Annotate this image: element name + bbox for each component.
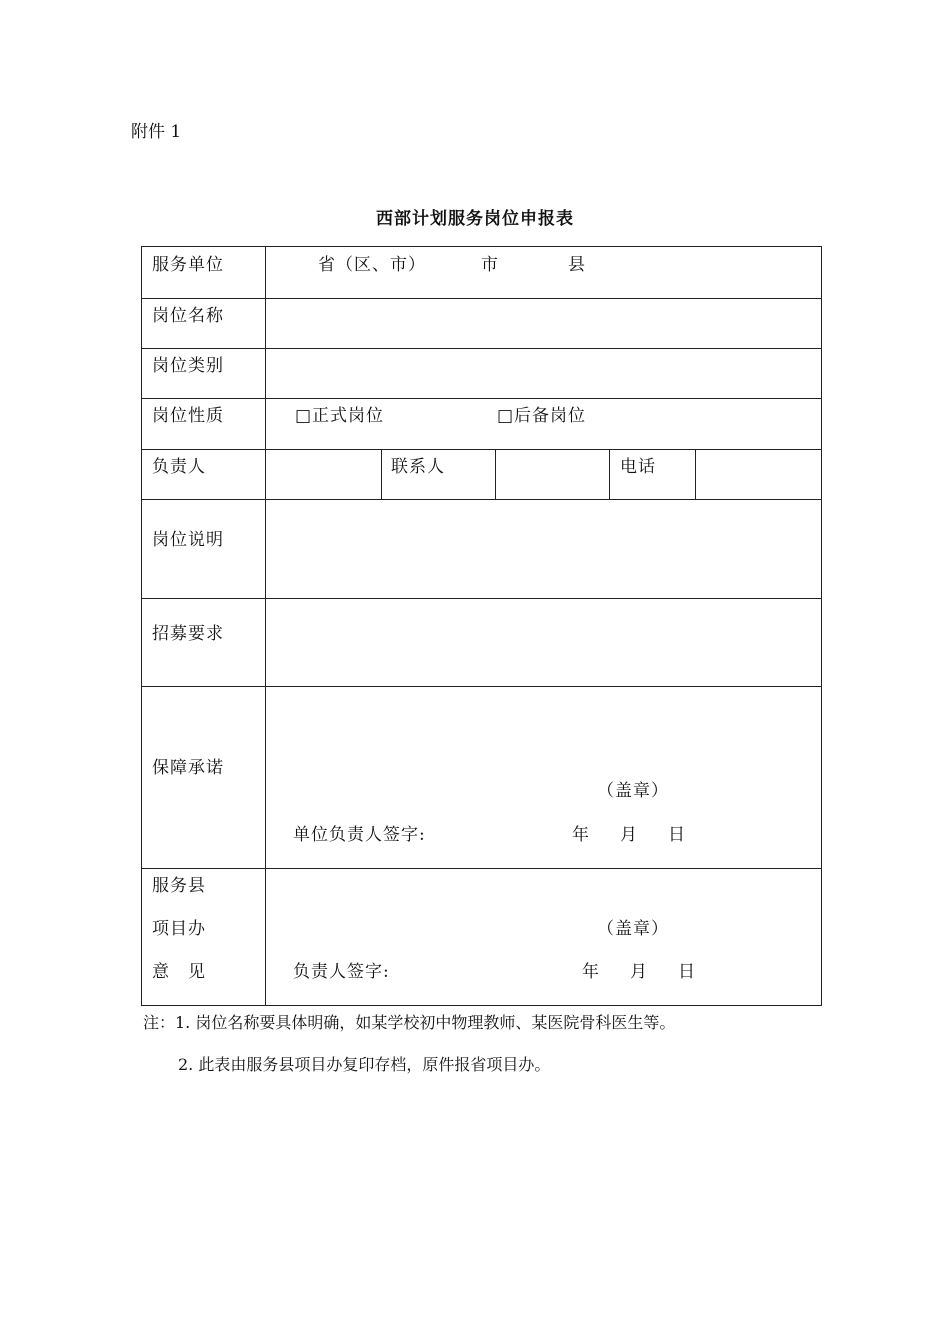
position-name-field[interactable] [266, 299, 821, 348]
note-2: 2. 此表由服务县项目办复印存档，原件报省项目办。 [178, 1055, 551, 1074]
phone-field[interactable] [696, 450, 821, 499]
service-unit-label: 服务单位 [152, 255, 224, 275]
position-category-field[interactable] [266, 349, 821, 398]
guarantee-day-text: 日 [668, 825, 686, 845]
position-name-label: 岗位名称 [152, 306, 224, 326]
province-text: 省（区、市） [318, 255, 426, 275]
cell-divider [381, 449, 382, 499]
guarantee-commitment-label: 保障承诺 [152, 758, 224, 778]
responsible-person-field[interactable] [266, 450, 381, 499]
application-form-table [141, 246, 822, 1006]
note-1: 注：1. 岗位名称要具体明确，如某学校初中物理教师、某医院骨科医生等。 [143, 1013, 676, 1032]
attachment-label: 附件 1 [131, 122, 182, 142]
cell-divider [609, 449, 610, 499]
county-day-text: 日 [678, 962, 696, 982]
formal-position-checkbox[interactable]: □正式岗位 [295, 406, 385, 426]
city-text: 市 [481, 255, 499, 275]
unit-responsible-signature-label: 单位负责人签字: [293, 825, 426, 845]
service-unit-field[interactable] [266, 247, 821, 298]
phone-label: 电话 [620, 457, 656, 477]
county-office-seal-text: （盖章） [597, 919, 669, 939]
responsible-person-label: 负责人 [152, 457, 206, 477]
county-month-text: 月 [630, 962, 648, 982]
county-office-label-line1: 服务县 [152, 876, 206, 896]
form-title: 西部计划服务岗位申报表 [376, 209, 574, 229]
county-year-text: 年 [582, 962, 600, 982]
county-responsible-signature-label: 负责人签字: [293, 962, 390, 982]
guarantee-month-text: 月 [620, 825, 638, 845]
position-nature-label: 岗位性质 [152, 406, 224, 426]
row-divider [142, 868, 821, 869]
county-office-label-line3: 意 见 [152, 962, 206, 982]
position-description-field[interactable] [266, 500, 821, 598]
contact-person-field[interactable] [496, 450, 609, 499]
guarantee-year-text: 年 [572, 825, 590, 845]
row-divider [142, 686, 821, 687]
row-divider [142, 398, 821, 399]
backup-position-checkbox[interactable]: □后备岗位 [497, 406, 587, 426]
recruitment-requirements-field[interactable] [266, 599, 821, 686]
county-office-label-line2: 项目办 [152, 919, 206, 939]
position-description-label: 岗位说明 [152, 530, 224, 550]
recruitment-requirements-label: 招募要求 [152, 624, 224, 644]
position-category-label: 岗位类别 [152, 356, 224, 376]
county-text: 县 [568, 255, 586, 275]
contact-person-label: 联系人 [391, 457, 445, 477]
guarantee-seal-text: （盖章） [597, 781, 669, 801]
